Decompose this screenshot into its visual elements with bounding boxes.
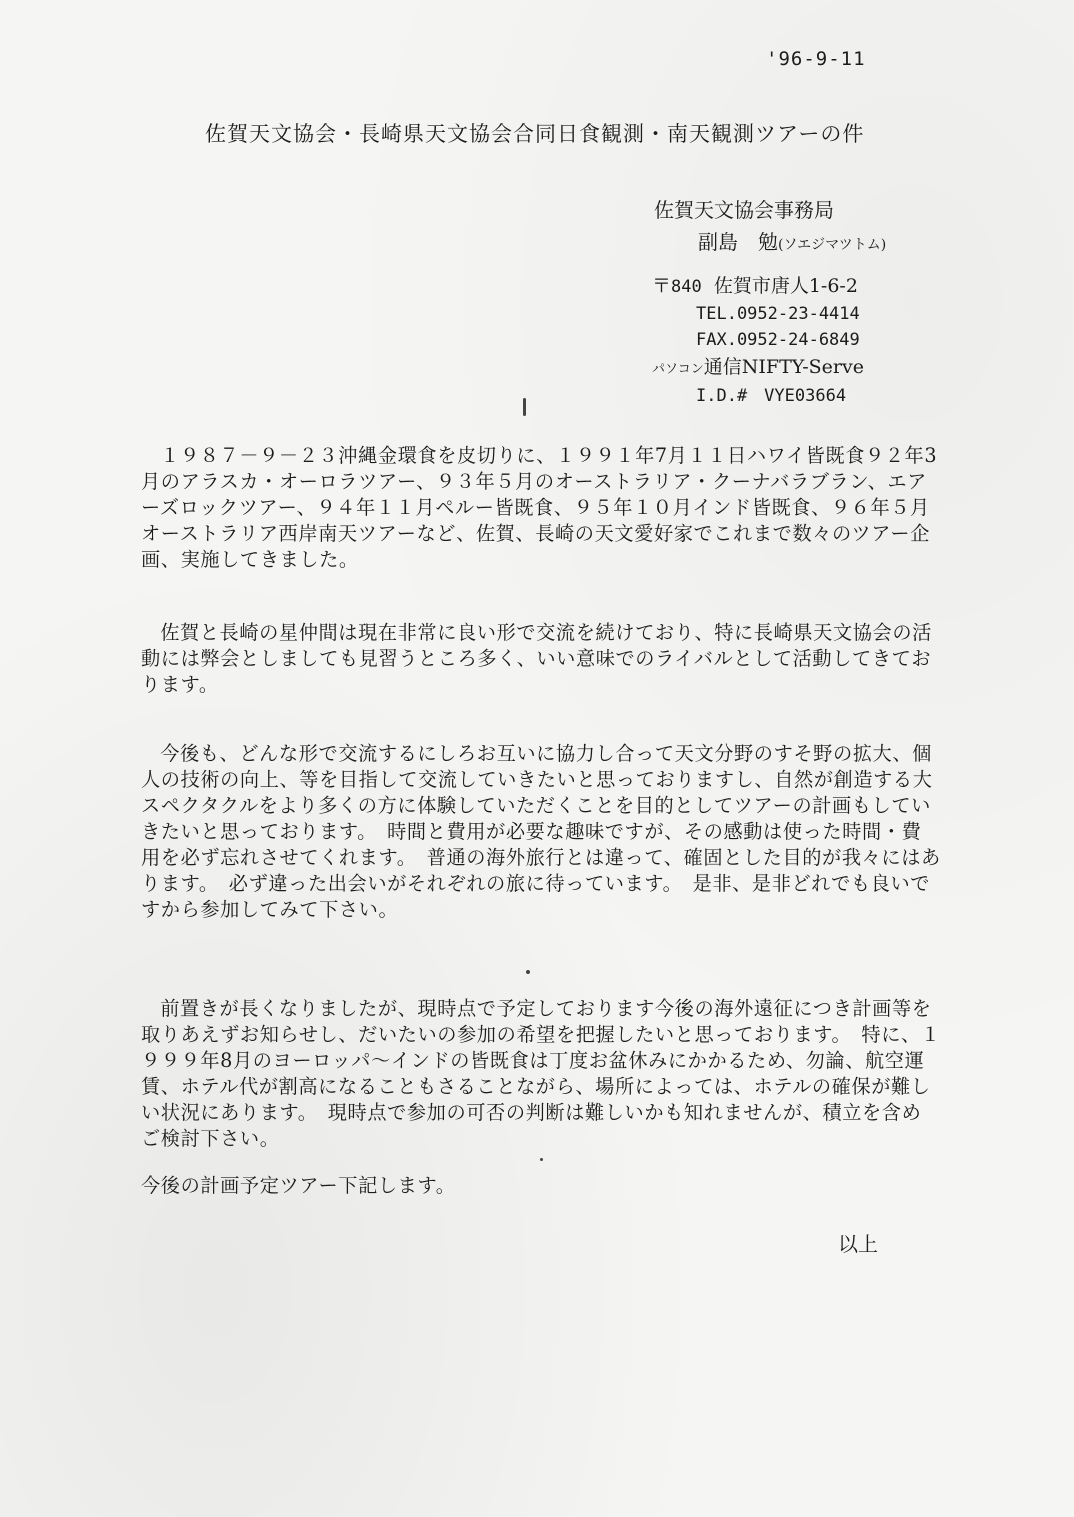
- document-date: '96-9-11: [766, 48, 866, 70]
- street-address: 佐賀市唐人1-6-2: [713, 275, 858, 297]
- postal-code: 840: [671, 277, 702, 297]
- contact-block: [652, 273, 864, 410]
- paper-speck: [523, 398, 526, 416]
- paper-speck: [526, 970, 530, 974]
- pc-label: パソコン: [652, 361, 704, 377]
- address-line: [652, 273, 864, 301]
- sender-name-kana: (ソエジマツトム): [778, 237, 887, 253]
- sender-name: 副島 勉: [698, 230, 778, 254]
- network-id: I.D.# VYE03664: [696, 386, 847, 406]
- sender-name-line: [654, 226, 886, 261]
- paper-speck: [540, 1158, 543, 1161]
- sender-office: 佐賀天文協会事務局: [654, 198, 834, 222]
- pc-network: 通信NIFTY-Serve: [703, 355, 864, 378]
- document-title: 佐賀天文協会・長崎県天文協会合同日食観測・南天観測ツアーの件: [205, 122, 865, 146]
- fax-number: FAX.0952-24-6849: [696, 330, 860, 350]
- paragraph-announcement: 今後の計画予定ツアー下記します。: [141, 1174, 456, 1197]
- pc-network-line: [652, 354, 864, 384]
- paragraph-future: 今後も、どんな形で交流するにしろお互いに協力し合って天文分野のすそ野の拡大、個人の技術の向上、等を目指して交流していきたいと思っておりますし、自然が創造する大スペクタクルをより多くの方に体験していただくことを目的としてツアーの計画もしていきたいと思っております。 時間と費用が必要な趣味ですが、その感動は使った時間・費用を必ず忘れさせてくれます。 普通の海外旅行とは違って、確固とした目的が我々にはあります。 必ず違った出会いがそれぞれの旅に待っています。 是非、是非どれでも良いですから参加してみて下さい。: [141, 742, 941, 921]
- postal-mark: 〒: [652, 275, 672, 297]
- closing-mark: 以上: [838, 1232, 878, 1256]
- paragraph-relationship: 佐賀と長崎の星仲間は現在非常に良い形で交流を続けており、特に長崎県天文協会の活動には弊会としましても見習うところ多く、いい意味でのライバルとして活動してきております。: [141, 621, 932, 696]
- sender-block: [654, 194, 886, 261]
- paragraph-history: １９８７－９－２３沖縄金環食を皮切りに、１９９１年7月１１日ハワイ皆既食９２年3月のアラスカ・オーロラツアー、９３年５月のオーストラリア・クーナバラブラン、エアーズロックツアー、９４年１１月ペルー皆既食、９５年１０月インド皆既食、９６年５月オーストラリア西岸南天ツアーなど、佐賀、長崎の天文愛好家でこれまで数々のツアー企画、実施してきました。: [141, 444, 938, 571]
- tel-number: TEL.0952-23-4414: [696, 303, 860, 324]
- paragraph-plans: 前置きが長くなりましたが、現時点で予定しております今後の海外遠征につき計画等を取りあえずお知らせし、だいたいの参加の希望を把握したいと思っております。 特に、１９９９年8月のヨーロッパ～インドの皆既食は丁度お盆休みにかかるため、勿論、航空運賃、ホテル代が割高になることもさることながら、場所によっては、ホテルの確保が難しい状況にあります。 現時点で参加の可否の判断は難しいかも知れませんが、積立を含めご検討下さい。: [141, 997, 941, 1150]
